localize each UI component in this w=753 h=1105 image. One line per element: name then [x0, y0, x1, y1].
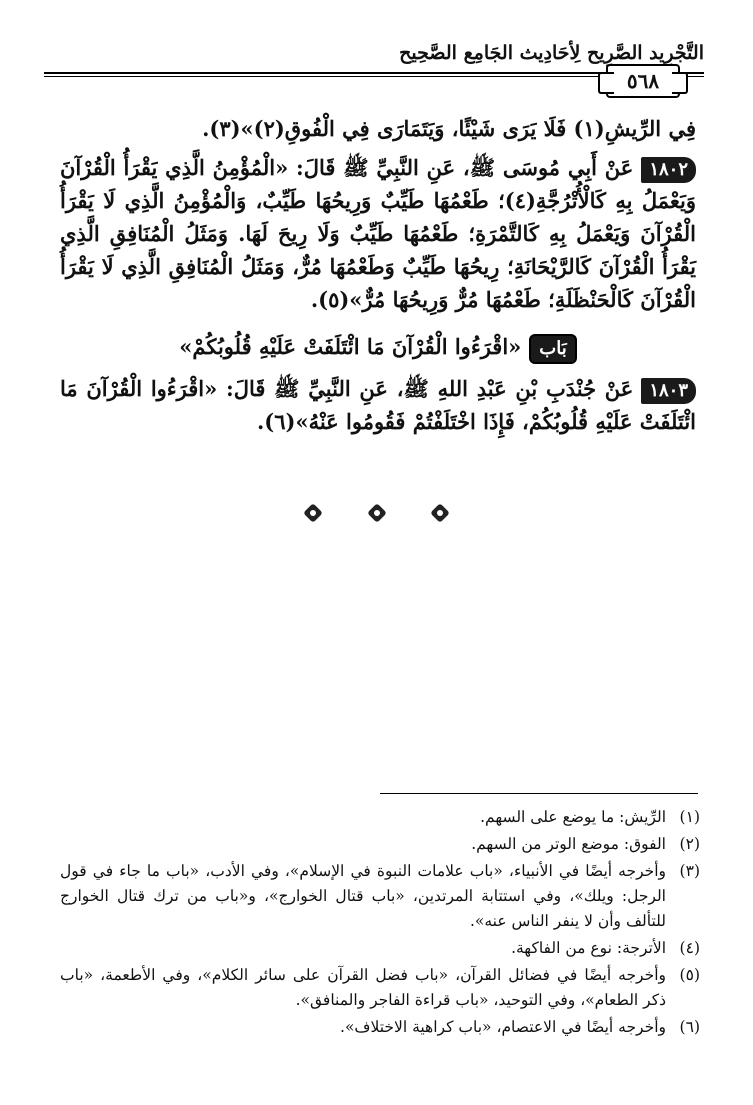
footnote-text: وأخرجه أيضًا في الأنبياء، «باب علامات النبوة في الإسلام»، وفي الأدب، «باب ما جاء في قول الرجل: ويلك»، وفي استتابة المرتدين، «باب قتال الخوارج»، و«باب من ترك قتال الخوارج للتألف وأن لا ينفر الناس عنه».: [60, 862, 666, 930]
flower-ornament-icon: [366, 502, 388, 524]
flower-ornament-icon: [302, 502, 324, 524]
hadith-number-badge: ١٨٠٣: [641, 378, 696, 404]
main-text: [60, 112, 696, 444]
footnote-number: (٢): [679, 835, 700, 853]
opening-line: فِي الرِّيشِ(١) فَلَا يَرَى شَيْئًا، وَيَتَمَارَى فِي الْفُوقِ(٢)»(٣).: [202, 116, 696, 141]
hadith-text: عَنْ جُنْدَبِ بْنِ عَبْدِ اللهِ ﷺ، عَنِ النَّبِيِّ ﷺ قَالَ: «اقْرَءُوا الْقُرْآنَ مَا ائْتَلَفَتْ عَلَيْهِ قُلُوبُكُمْ، فَإِذَا اخْتَلَفْتُمْ فَقُومُوا عَنْهُ»(٦).: [60, 376, 696, 434]
footnote-number: (٦): [679, 1018, 700, 1036]
hadith-text: عَنْ أَبِي مُوسَى ﷺ، عَنِ النَّبِيِّ ﷺ قَالَ: «الْمُؤْمِنُ الَّذِي يَقْرَأُ الْقُرْآنَ وَيَعْمَلُ بِهِ كَالْأُتْرُجَّةِ(٤)؛ طَعْمُهَا طَيِّبٌ وَرِيحُهَا طَيِّبٌ، وَالْمُؤْمِنُ الَّذِي لَا يَقْرَأُ الْقُرْآنَ وَيَعْمَلُ بِهِ كَالتَّمْرَةِ؛ طَعْمُهَا طَيِّبٌ وَلَا رِيحَ لَهَا. وَمَثَلُ الْمُنَافِقِ الَّذِي يَقْرَأُ الْقُرْآنَ كَالرَّيْحَانَةِ؛ رِيحُهَا طَيِّبٌ وَطَعْمُهَا مُرٌّ، وَمَثَلُ الْمُنَافِقِ الَّذِي لَا يَقْرَأُ الْقُرْآنَ كَالْحَنْظَلَةِ؛ طَعْمُهَا مُرٌّ وَرِيحُهَا مُرٌّ»(٥).: [60, 155, 696, 312]
page-number: ٥٦٨: [606, 64, 680, 98]
footnote-item: [60, 832, 700, 857]
footnote-item: [60, 859, 700, 934]
footnote-item: [60, 1015, 700, 1040]
footnote-separator: [380, 793, 698, 794]
footnote-item: [60, 963, 700, 1013]
hadith-1802: [60, 151, 696, 316]
footnote-number: (٣): [679, 862, 700, 880]
footnote-text: الرِّيش: ما يوضع على السهم.: [480, 808, 666, 826]
book-title: التَّجْرِيد الصَّرِيح لِأحَادِيث الجَامِع الصَّحِيح: [399, 42, 704, 64]
footnote-text: الفوق: موضع الوتر من السهم.: [471, 835, 666, 853]
page-header: [44, 42, 704, 102]
chapter-title: «اقْرَءُوا الْقُرْآنَ مَا ائْتَلَفَتْ عَلَيْهِ قُلُوبُكُمْ»: [179, 334, 522, 359]
chapter-heading: [60, 330, 696, 364]
footnote-item: [60, 805, 700, 830]
section-ornaments: [0, 502, 753, 528]
footnote-text: الأترجة: نوع من الفاكهة.: [511, 939, 666, 957]
flower-ornament-icon: [429, 502, 451, 524]
footnote-text: وأخرجه أيضًا في فضائل القرآن، «باب فضل القرآن على سائر الكلام»، وفي الأطعمة، «باب ذكر الطعام»، وفي التوحيد، «باب قراءة الفاجر والمنافق».: [60, 966, 666, 1009]
hadith-number-badge: ١٨٠٢: [641, 157, 696, 183]
footnotes: [60, 805, 700, 1042]
footnote-number: (٤): [679, 939, 700, 957]
footnote-item: [60, 936, 700, 961]
footnote-number: (١): [679, 808, 700, 826]
chapter-badge: بَاب: [529, 334, 576, 364]
footnote-text: وأخرجه أيضًا في الاعتصام، «باب كراهية الاختلاف».: [340, 1018, 666, 1036]
footnote-number: (٥): [679, 966, 700, 984]
hadith-1803: [60, 372, 696, 438]
